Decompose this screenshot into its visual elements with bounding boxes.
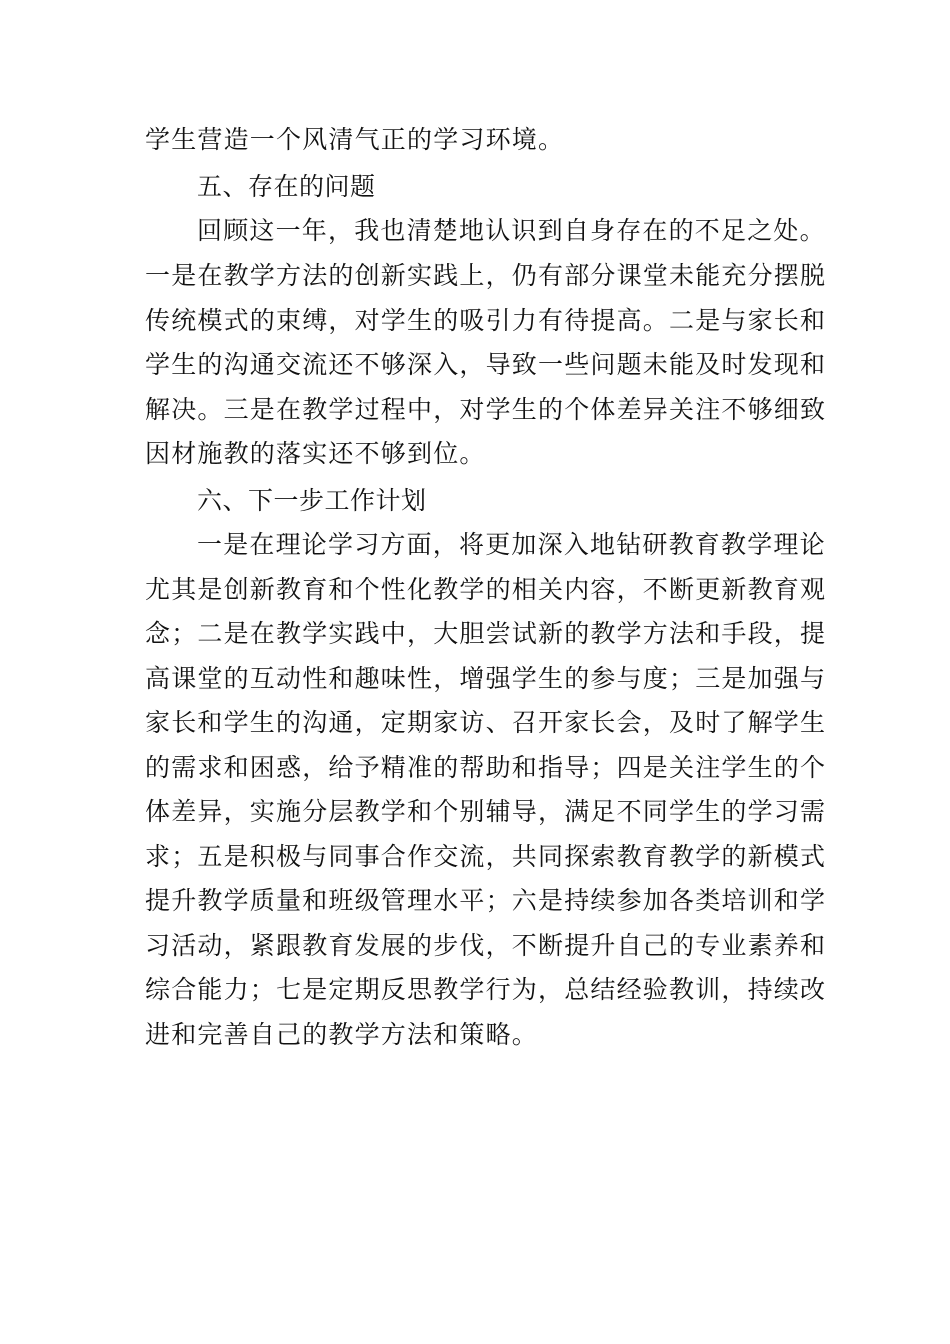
paragraph-line: 的需求和困惑，给予精准的帮助和指导；四是关注学生的个 (145, 753, 827, 782)
paragraph-line: 念；二是在教学实践中，大胆尝试新的教学方法和手段，提 (145, 619, 827, 648)
paragraph-line: 学生营造一个风清气正的学习环境。 (145, 125, 565, 154)
paragraph-line: 提升教学质量和班级管理水平；六是持续参加各类培训和学 (145, 886, 827, 915)
paragraph-line: 解决。三是在教学过程中，对学生的个体差异关注不够细致 (145, 395, 827, 424)
paragraph-line: 传统模式的束缚，对学生的吸引力有待提高。二是与家长和 (145, 306, 827, 335)
paragraph-line: 进和完善自己的教学方法和策略。 (145, 1020, 539, 1049)
paragraph-line: 习活动，紧跟教育发展的步伐，不断提升自己的专业素养和 (145, 931, 827, 960)
paragraph-line: 求；五是积极与同事合作交流，共同探索教育教学的新模式 (145, 842, 827, 871)
paragraph-line: 一是在理论学习方面，将更加深入地钻研教育教学理论 (197, 530, 826, 559)
paragraph-line: 回顾这一年，我也清楚地认识到自身存在的不足之处。 (197, 216, 826, 245)
paragraph-line: 体差异，实施分层教学和个别辅导，满足不同学生的学习需 (145, 797, 827, 826)
paragraph-line: 高课堂的互动性和趣味性，增强学生的参与度；三是加强与 (145, 664, 827, 693)
paragraph-line: 尤其是创新教育和个性化教学的相关内容，不断更新教育观 (145, 575, 827, 604)
paragraph-line: 因材施教的落实还不够到位。 (145, 439, 486, 468)
paragraph-line: 学生的沟通交流还不够深入，导致一些问题未能及时发现和 (145, 350, 827, 379)
paragraph-line: 家长和学生的沟通，定期家访、召开家长会，及时了解学生 (145, 708, 827, 737)
section-heading-next-steps: 六、下一步工作计划 (197, 486, 427, 515)
paragraph-line: 一是在教学方法的创新实践上，仍有部分课堂未能充分摆脱 (145, 261, 827, 290)
section-heading-problems: 五、存在的问题 (197, 172, 376, 201)
paragraph-line: 综合能力；七是定期反思教学行为，总结经验教训，持续改 (145, 975, 827, 1004)
